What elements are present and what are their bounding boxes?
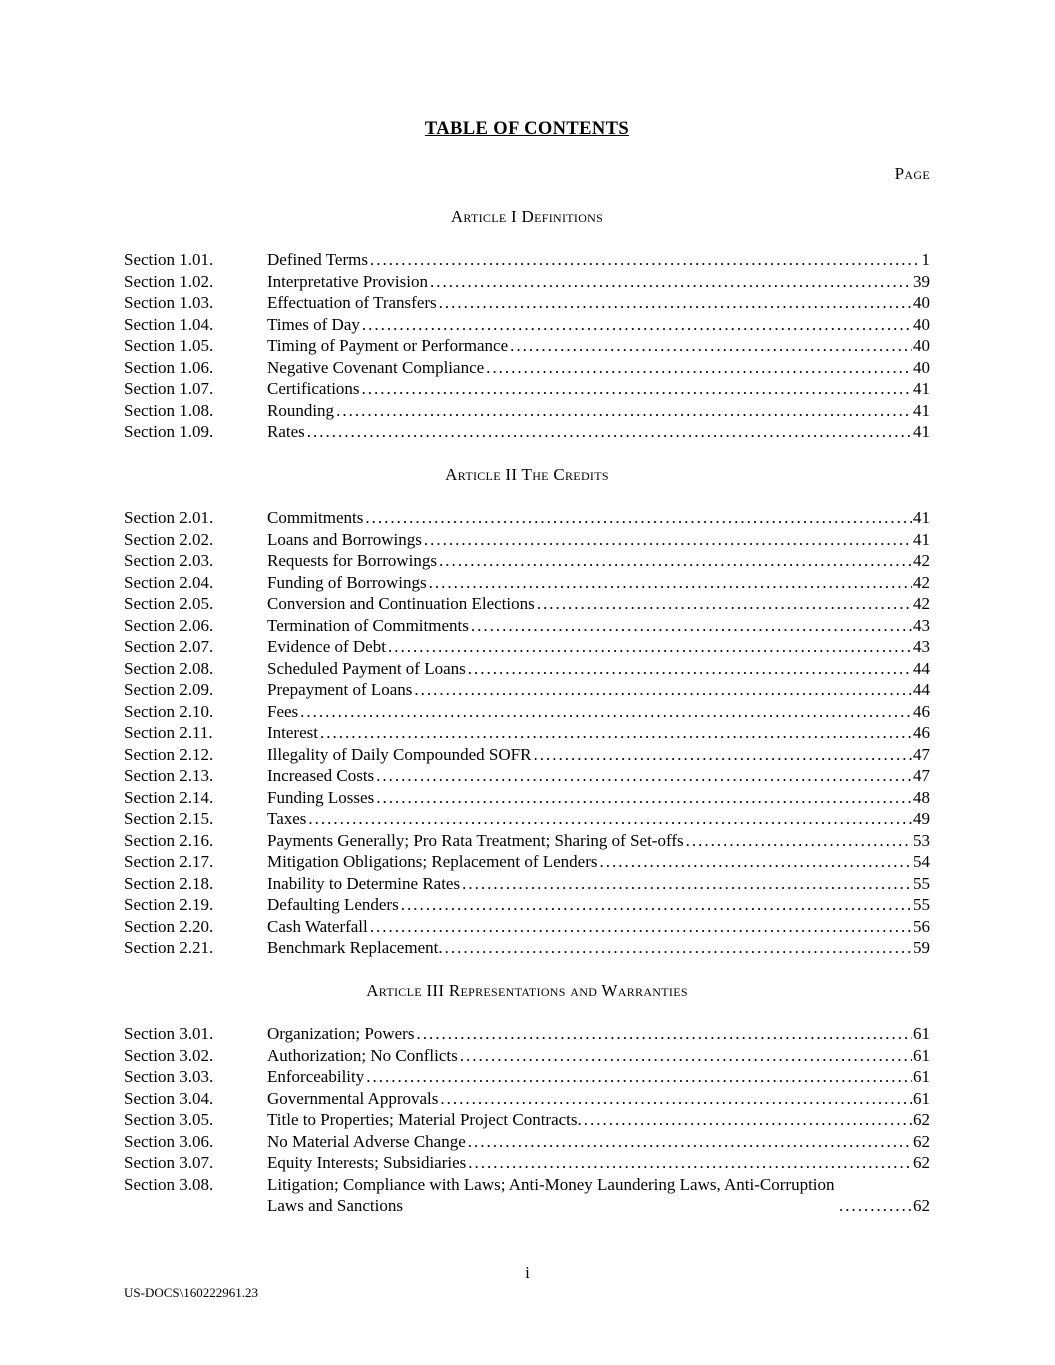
toc-dot-leader (471, 615, 912, 637)
toc-entry (124, 378, 930, 400)
toc-entry-page: 1 (921, 250, 930, 269)
toc-entry-number: Section 2.06. (124, 615, 214, 635)
toc-entry-title: Prepayment of Loans (267, 680, 413, 699)
toc-entry-title: Inability to Determine Rates (267, 873, 461, 893)
toc-entry-page: 43 (913, 637, 930, 656)
toc-entry-number: Section 1.04. (124, 314, 214, 334)
toc-entry-title: Funding of Borrowings (267, 572, 427, 592)
toc-entry-title: Evidence of Debt (267, 637, 386, 656)
toc-dot-leader (336, 400, 912, 422)
toc-entry-page: 56 (913, 916, 930, 936)
toc-entry-number: Section 2.03. (124, 551, 214, 570)
toc-entry-title: Interest (267, 723, 318, 742)
toc-entry-title: Certifications (267, 379, 360, 398)
toc-dot-leader (439, 550, 912, 572)
toc-entry-title: Loans and Borrowings (267, 529, 422, 549)
footer-doc-id: US-DOCS\160222961.23 (124, 1285, 258, 1300)
toc-dot-leader (424, 529, 912, 551)
toc-entry-number: Section 2.18. (124, 873, 214, 893)
toc-dot-leader (839, 1195, 912, 1217)
toc-entry-number: Section 2.08. (124, 658, 214, 678)
toc-dot-leader (430, 271, 912, 293)
toc-entry-title: Scheduled Payment of Loans (267, 658, 466, 678)
toc-entry-title: Payments Generally; Pro Rata Treatment; Sharing of Set-offs (267, 830, 684, 850)
toc-entry-page: 40 (913, 336, 930, 355)
toc-entry-page: 41 (913, 529, 930, 549)
toc-entry-title: Conversion and Continuation Elections (267, 594, 535, 613)
toc-entry-number: Section 2.21. (124, 938, 214, 957)
toc-dot-leader (370, 249, 921, 271)
toc-entry-number: Section 2.10. (124, 701, 214, 721)
toc-dot-leader (486, 357, 912, 379)
toc-entry-page: 42 (913, 551, 930, 570)
toc-entry-page: 40 (913, 293, 930, 312)
article-heading: Article I Definitions (450, 207, 604, 226)
toc-dot-leader (307, 421, 912, 443)
toc-entry (124, 1174, 930, 1217)
toc-entry (124, 572, 930, 594)
toc-dot-leader (439, 292, 912, 314)
toc-entry-page: 46 (913, 723, 930, 742)
toc-entry (124, 787, 930, 809)
toc-entry-number: Section 2.14. (124, 787, 214, 807)
toc-entry-page: 39 (913, 271, 930, 291)
toc-entry (124, 916, 930, 938)
toc-entry-page: 46 (913, 701, 930, 721)
toc-entry (124, 1109, 930, 1131)
toc-entry (124, 529, 930, 551)
toc-entry (124, 765, 930, 787)
toc-entry-page: 48 (913, 787, 930, 807)
toc-entry (124, 550, 930, 572)
toc-dot-leader (376, 765, 912, 787)
toc-entry-page: 42 (913, 572, 930, 592)
toc-entry-page: 59 (913, 938, 930, 957)
toc-entry-page: 44 (913, 658, 930, 678)
toc-dot-leader (362, 314, 912, 336)
toc-entry-number: Section 2.01. (124, 508, 214, 527)
toc-entry-title: Benchmark Replacement. (267, 938, 443, 957)
toc-entry-number: Section 1.03. (124, 293, 214, 312)
toc-entry-page: 41 (913, 422, 930, 441)
toc-entry-number: Section 2.20. (124, 916, 214, 936)
toc-entry-number: Section 3.03. (124, 1067, 214, 1086)
toc-entry-title: Funding Losses (267, 787, 375, 807)
toc-entry-number: Section 1.02. (124, 271, 214, 291)
toc-entry (124, 1088, 930, 1110)
toc-entry-title: Requests for Borrowings (267, 551, 437, 570)
toc-entry-number: Section 2.05. (124, 594, 214, 613)
toc-entry (124, 679, 930, 701)
toc-entry (124, 249, 930, 271)
toc-entry-number: Section 1.07. (124, 379, 214, 398)
toc-dot-leader (308, 808, 912, 830)
toc-entry-title: No Material Adverse Change (267, 1131, 466, 1151)
toc-entry (124, 292, 930, 314)
toc-entry-title: Increased Costs (267, 766, 375, 785)
toc-entry (124, 873, 930, 895)
toc-dot-leader (370, 916, 912, 938)
toc-entry-title: Governmental Approvals (267, 1088, 439, 1108)
toc-entry (124, 615, 930, 637)
toc-dot-leader (468, 658, 912, 680)
toc-entry-page: 55 (913, 873, 930, 893)
toc-entry (124, 271, 930, 293)
toc-dot-leader (686, 830, 912, 852)
article-heading: Article II The Credits (445, 465, 609, 484)
toc-entry-page: 41 (913, 400, 930, 420)
toc-dot-leader (300, 701, 912, 723)
toc-dot-leader (533, 744, 912, 766)
toc-entry (124, 744, 930, 766)
toc-dot-leader (365, 507, 912, 529)
article-heading: Article III Representations and Warranties (366, 981, 688, 1000)
toc-entry-title: Effectuation of Transfers (267, 293, 437, 312)
footer-page-number: i (525, 1263, 530, 1282)
toc-entry-page: 61 (913, 1088, 930, 1108)
toc-entry-number: Section 2.12. (124, 744, 214, 764)
toc-entry-title: Timing of Payment or Performance (267, 336, 509, 355)
toc-dot-leader (414, 679, 912, 701)
toc-entry (124, 1066, 930, 1088)
toc-entry (124, 1023, 930, 1045)
toc-entry-number: Section 3.05. (124, 1110, 214, 1129)
toc-entry (124, 400, 930, 422)
toc-dot-leader (429, 572, 912, 594)
toc-entry-title: Cash Waterfall (267, 916, 368, 936)
toc-entry-number: Section 3.02. (124, 1045, 214, 1065)
toc-entry (124, 808, 930, 830)
toc-entry (124, 593, 930, 615)
toc-dot-leader (468, 1131, 912, 1153)
toc-entry-number: Section 3.07. (124, 1153, 214, 1172)
toc-entry-number: Section 3.06. (124, 1131, 214, 1151)
toc-entry-title: Mitigation Obligations; Replacement of Lenders (267, 852, 598, 871)
toc-dot-leader (510, 335, 912, 357)
toc-entry-page: 41 (913, 508, 930, 527)
toc-entry-title: Times of Day (267, 314, 360, 334)
toc-entry-page: 62 (913, 1110, 930, 1129)
toc-entry-number: Section 2.13. (124, 766, 214, 785)
toc-entry (124, 357, 930, 379)
toc-entry-title: Commitments (267, 508, 364, 527)
toc-dot-leader (462, 873, 912, 895)
toc-entry (124, 894, 930, 916)
toc-entry-page: 61 (913, 1024, 930, 1043)
toc-entry-page: 54 (913, 852, 930, 871)
toc-entry-title: Negative Covenant Compliance (267, 357, 485, 377)
page-column-label: Page (894, 164, 930, 183)
toc-entry (124, 937, 930, 959)
toc-entry (124, 722, 930, 744)
toc-entry-page: 53 (913, 830, 930, 850)
toc-entry-title: Illegality of Daily Compounded SOFR (267, 744, 532, 764)
toc-entry (124, 658, 930, 680)
toc-dot-leader (362, 378, 912, 400)
article-entries (124, 249, 930, 443)
article-entries (124, 507, 930, 959)
toc-entry (124, 830, 930, 852)
toc-entry-page: 62 (913, 1131, 930, 1151)
toc-entry-title: Interpretative Provision (267, 271, 428, 291)
toc-dot-leader (584, 1109, 912, 1131)
toc-dot-leader (320, 722, 912, 744)
toc-entry-number: Section 2.16. (124, 830, 214, 850)
toc-entry-page: 61 (913, 1067, 930, 1086)
toc-entry-title: Litigation; Compliance with Laws; Anti-Money Laundering Laws, Anti-Corruption Laws and Sanctions (267, 1174, 835, 1215)
toc-entry-page: 62 (913, 1153, 930, 1172)
toc-entry-title: Equity Interests; Subsidiaries (267, 1153, 467, 1172)
table-of-contents (124, 206, 930, 1217)
toc-dot-leader (388, 636, 912, 658)
toc-dot-leader (401, 894, 912, 916)
toc-entry-page: 43 (913, 615, 930, 635)
toc-entry-page: 42 (913, 594, 930, 613)
toc-entry-number: Section 2.04. (124, 572, 214, 592)
toc-entry-title: Taxes (267, 809, 307, 828)
toc-entry-number: Section 2.02. (124, 529, 214, 549)
toc-entry-number: Section 1.08. (124, 400, 214, 420)
toc-entry-title: Enforceability (267, 1067, 365, 1086)
toc-entry-page: 47 (913, 744, 930, 764)
toc-entry-number: Section 2.09. (124, 680, 214, 699)
toc-entry-page: 44 (913, 680, 930, 699)
toc-entry-number: Section 3.08. (124, 1174, 214, 1194)
toc-entry (124, 701, 930, 723)
toc-dot-leader (599, 851, 912, 873)
toc-entry (124, 636, 930, 658)
toc-entry-number: Section 1.05. (124, 336, 214, 355)
toc-entry-number: Section 2.17. (124, 852, 214, 871)
toc-dot-leader (376, 787, 912, 809)
toc-dot-leader (460, 1045, 912, 1067)
toc-entry-number: Section 1.06. (124, 357, 214, 377)
toc-entry-page: 61 (913, 1045, 930, 1065)
toc-entry (124, 1131, 930, 1153)
toc-entry-page: 62 (913, 1196, 930, 1215)
toc-entry-title: Termination of Commitments (267, 615, 469, 635)
page-title: TABLE OF CONTENTS (424, 119, 630, 139)
toc-entry (124, 1045, 930, 1067)
toc-entry-number: Section 3.01. (124, 1024, 214, 1043)
toc-entry (124, 851, 930, 873)
toc-entry (124, 1152, 930, 1174)
toc-entry-title: Authorization; No Conflicts (267, 1045, 458, 1065)
toc-dot-leader (468, 1152, 912, 1174)
page-content (124, 118, 930, 1217)
toc-entry-title: Organization; Powers (267, 1024, 415, 1043)
toc-dot-leader (445, 937, 912, 959)
toc-entry (124, 335, 930, 357)
toc-entry-page: 40 (913, 357, 930, 377)
toc-entry-page: 47 (913, 766, 930, 785)
toc-entry (124, 314, 930, 336)
toc-dot-leader (537, 593, 912, 615)
toc-dot-leader (440, 1088, 912, 1110)
toc-entry (124, 507, 930, 529)
toc-entry-title: Fees (267, 701, 299, 721)
article-entries (124, 1023, 930, 1217)
toc-entry-title: Rounding (267, 400, 335, 420)
toc-entry-page: 41 (913, 379, 930, 398)
toc-dot-leader (416, 1023, 912, 1045)
toc-entry-page: 49 (913, 809, 930, 828)
toc-entry-page: 40 (913, 314, 930, 334)
toc-entry-number: Section 3.04. (124, 1088, 214, 1108)
toc-entry-page: 55 (913, 895, 930, 914)
toc-entry-title: Title to Properties; Material Project Contracts. (267, 1110, 582, 1129)
toc-entry-number: Section 1.09. (124, 422, 214, 441)
toc-entry-number: Section 2.15. (124, 809, 214, 828)
toc-entry-title: Rates (267, 422, 305, 441)
toc-entry-number: Section 2.19. (124, 895, 214, 914)
toc-entry-number: Section 2.11. (124, 723, 213, 742)
toc-entry-title: Defaulting Lenders (267, 895, 399, 914)
toc-entry (124, 421, 930, 443)
toc-entry-number: Section 2.07. (124, 637, 214, 656)
toc-entry-title: Defined Terms (267, 250, 368, 269)
toc-entry-number: Section 1.01. (124, 250, 214, 269)
toc-dot-leader (366, 1066, 912, 1088)
